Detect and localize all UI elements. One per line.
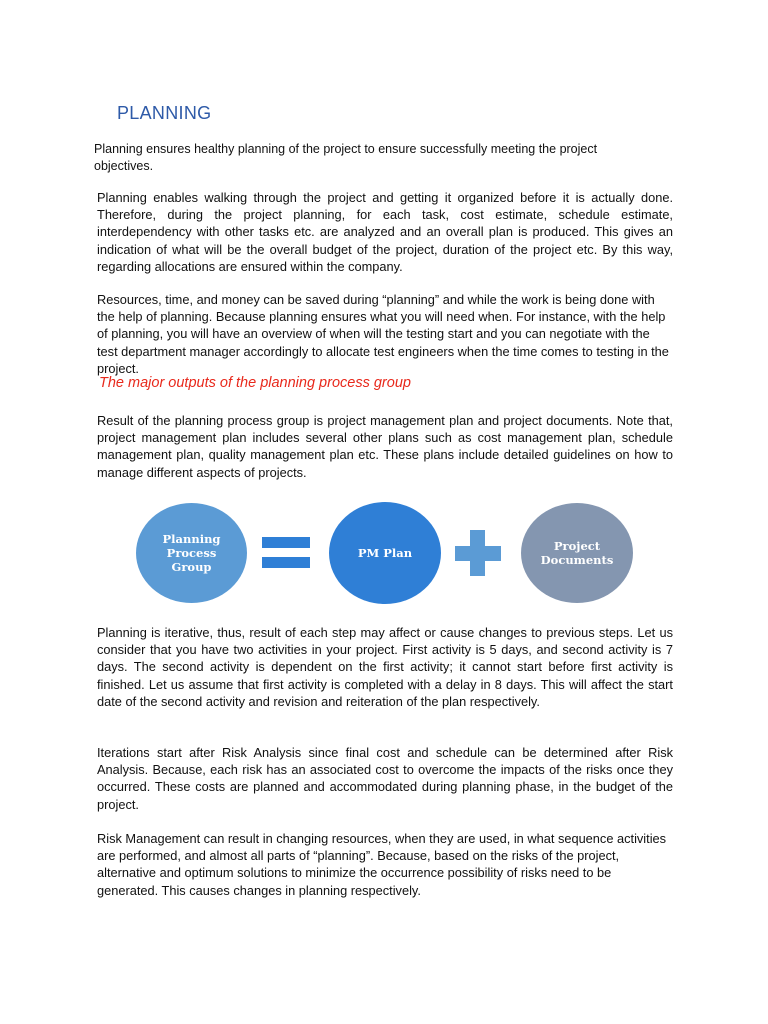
page-title: PLANNING xyxy=(117,103,212,123)
intro-paragraph: Planning ensures healthy planning of the project to ensure successfully meeting the project objectives. xyxy=(94,142,598,173)
paragraph-iterative: Planning is iterative, thus, result of each step may affect or cause changes to previous steps. Let us consider that you have two activities in your project. First activity is 5 days, and second activity is 7 days. The second activity is dependent on the first activity; it cannot start before first activity is finished. Let us assume that first activity is completed with a delay in 8 days. This will affect the start date of the second activity and revision and reiteration of the plan respectively. xyxy=(97,625,673,709)
pm-plan-label: PM Plan xyxy=(357,546,413,560)
plus-sign-horizontal xyxy=(455,546,501,561)
project-documents-circle xyxy=(521,503,633,603)
paragraph-outputs: Result of the planning process group is project management plan and project documents. Note that, project management plan includes several other plans such as cost management plan, schedule management plan, quality management plan etc. These plans include detailed guidelines on how to manage different aspects of projects. xyxy=(97,413,673,480)
equals-sign-top-bar xyxy=(262,537,310,548)
section-subheading: The major outputs of the planning process group xyxy=(99,375,411,391)
pm-plan-circle xyxy=(329,502,441,604)
paragraph-resources: Resources, time, and money can be saved during “planning” and while the work is being done with the help of planning. Because planning ensures what you will need when. For instance, with the help of planning, you will have an overview of when will the testing start and you can negotiate with the test department manager accordingly to allocate test engineers when the time comes to testing in the project. xyxy=(97,292,669,376)
equals-sign-bottom-bar xyxy=(262,557,310,568)
paragraph-planning-overview: Planning enables walking through the project and getting it organized before it is actually done. Therefore, during the project planning, for each task, cost estimate, schedule estimate, interdependency with other tasks etc. are analyzed and an overall plan is produced. This gives an indication of what will be the overall budget of the project, duration of the project etc. By this way, regarding allocations are ensured within the company. xyxy=(97,190,673,274)
plus-sign-vertical xyxy=(470,530,485,576)
planning-process-group-circle xyxy=(136,503,247,603)
paragraph-risk-management: Risk Management can result in changing resources, when they are used, in what sequence activities are performed, and almost all parts of “planning”. Because, based on the risks of the project, alternative and optimum solutions to minimize the occurrence possibility of risks need to be generated. This causes changes in planning respectively. xyxy=(97,831,667,898)
planning-process-group-label: Planning Process Group xyxy=(162,532,221,574)
paragraph-iterations: Iterations start after Risk Analysis since final cost and schedule can be determined after Risk Analysis. Because, each risk has an associated cost to overcome the impacts of the risks once they occurred. These costs are planned and accommodated during planning phase, in the budget of the project. xyxy=(97,745,673,812)
project-documents-label: Project Documents xyxy=(540,539,614,567)
